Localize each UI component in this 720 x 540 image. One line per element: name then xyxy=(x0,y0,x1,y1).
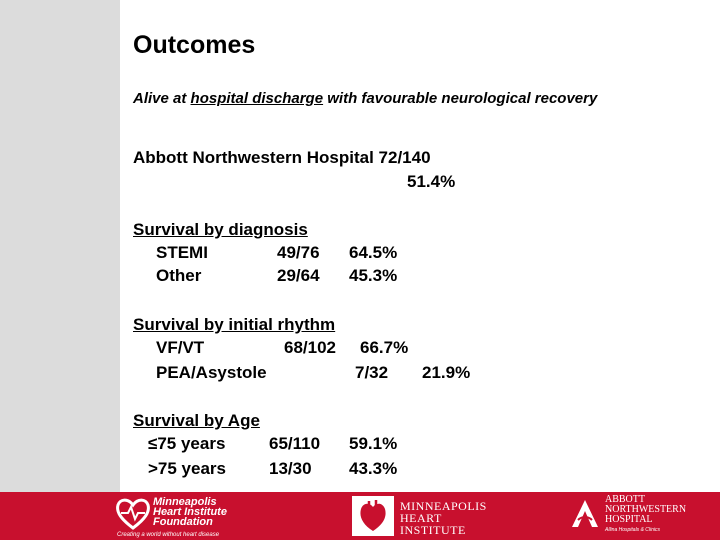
diagnosis-row-ratio: 29/64 xyxy=(277,266,320,285)
subtitle-underlined-text: hospital discharge xyxy=(190,90,324,107)
mhif-name xyxy=(153,497,227,527)
hospital-summary-percent: 51.4% xyxy=(407,172,456,191)
diagnosis-header: Survival by diagnosis xyxy=(133,220,308,239)
heart-drawing-icon xyxy=(352,496,394,536)
abbott-northwestern-logo xyxy=(568,494,718,538)
diagnosis-row-percent: 45.3% xyxy=(349,266,398,285)
subtitle-text-post: with favourable neurological recovery xyxy=(323,90,598,107)
minn-name-line: MINNEAPOLIS xyxy=(400,499,487,513)
minn-name-line: HEART xyxy=(400,511,442,525)
diagnosis-row-label: Other xyxy=(156,266,202,285)
minneapolis-heart-institute-name xyxy=(400,500,487,536)
subtitle-text-pre: Alive at xyxy=(133,90,191,107)
mhif-tagline: Creating a world without heart disease xyxy=(117,532,220,538)
age-row-label: >75 years xyxy=(148,459,226,478)
anw-name-line: HOSPITAL xyxy=(605,514,653,525)
age-row-percent: 59.1% xyxy=(349,434,398,453)
diagnosis-row-ratio: 49/76 xyxy=(277,243,320,262)
mhif-logo xyxy=(115,496,285,538)
mhif-name-line: Minneapolis xyxy=(153,496,217,508)
anw-name-line: NORTHWESTERN xyxy=(605,504,687,515)
minn-name-line: INSTITUTE xyxy=(400,523,466,537)
minneapolis-heart-institute-logo xyxy=(352,496,512,536)
hospital-summary-label: Abbott Northwestern Hospital 72/140 xyxy=(133,148,431,167)
slide-content xyxy=(120,0,720,492)
age-row-ratio: 13/30 xyxy=(269,459,312,478)
slide-title: Outcomes xyxy=(133,31,256,59)
anw-name-line: ABBOTT xyxy=(605,494,645,505)
rhythm-row-label: PEA/Asystole xyxy=(156,363,267,382)
rhythm-header: Survival by initial rhythm xyxy=(133,315,336,334)
abbott-a-icon xyxy=(568,497,602,529)
age-row-ratio: 65/110 xyxy=(269,434,321,453)
slide-subtitle xyxy=(133,90,597,107)
rhythm-row-ratio: 68/102 xyxy=(284,338,336,357)
rhythm-row-ratio: 7/32 xyxy=(355,363,389,382)
rhythm-row-label: VF/VT xyxy=(156,338,205,357)
abbott-subtitle: Allina Hospitals & Clinics xyxy=(605,527,661,533)
age-header: Survival by Age xyxy=(133,411,260,430)
rhythm-row-percent: 66.7% xyxy=(360,338,409,357)
footer-logo-band xyxy=(0,492,720,540)
heart-icon xyxy=(115,497,151,531)
age-row-label: ≤75 years xyxy=(148,434,226,453)
anatomical-heart-icon xyxy=(352,496,394,536)
left-decorative-band xyxy=(0,0,120,492)
diagnosis-row-percent: 64.5% xyxy=(349,243,398,262)
diagnosis-row-label: STEMI xyxy=(156,243,208,262)
mhif-name-line: Foundation xyxy=(153,516,213,528)
abbott-northwestern-name xyxy=(605,495,686,525)
rhythm-row-percent: 21.9% xyxy=(422,363,471,382)
mhif-name-line: Heart Institute xyxy=(153,506,227,518)
age-row-percent: 43.3% xyxy=(349,459,398,478)
